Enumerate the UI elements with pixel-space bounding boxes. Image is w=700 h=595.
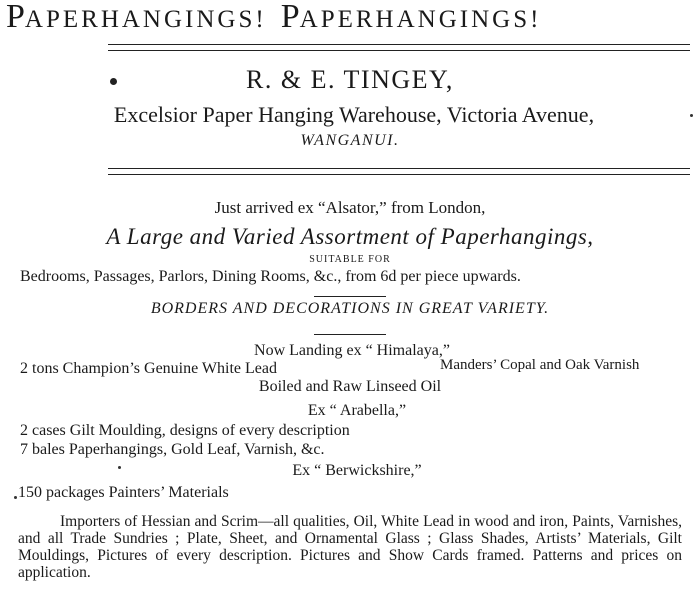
rooms-line: Bedrooms, Passages, Parlors, Dining Rooms, &c., from 6d per piece upwards. (20, 268, 521, 285)
varnish-item: Manders’ Copal and Oak Varnish (440, 357, 640, 373)
linseed-oil-item: Boiled and Raw Linseed Oil (258, 378, 442, 395)
suitable-for-label: SUITABLE FOR (309, 254, 391, 265)
print-speck (690, 114, 693, 117)
headline-word-1: APERHANGINGS! (24, 6, 267, 33)
firm-name: R. & E. TINGEY, (246, 65, 454, 94)
headline (6, 0, 541, 37)
assortment-heading: A Large and Varied Assortment of Paperhangings, (106, 224, 594, 249)
short-rule-1 (314, 296, 386, 297)
firm-business-address: Excelsior Paper Hanging Warehouse, Victoria Avenue, (113, 102, 595, 127)
print-speck (14, 496, 17, 499)
headline-word-2: APERHANGINGS! (299, 6, 542, 33)
short-rule-2 (314, 334, 386, 335)
double-rule-middle (108, 168, 690, 175)
print-speck (118, 466, 121, 469)
headline-initial-2: P (280, 0, 300, 35)
painters-materials-item: 150 packages Painters’ Materials (18, 484, 229, 501)
paperhangings-item: 7 bales Paperhangings, Gold Leaf, Varnish, &c. (20, 441, 325, 458)
gilt-moulding-item: 2 cases Gilt Moulding, designs of every description (20, 422, 350, 439)
headline-initial-1: P (6, 0, 25, 35)
double-rule-top (108, 44, 690, 51)
white-lead-item: 2 tons Champion’s Genuine White Lead (20, 360, 277, 377)
borders-heading: BORDERS AND DECORATIONS IN GREAT VARIETY. (150, 300, 550, 317)
arabella-line: Ex “ Arabella,” (307, 402, 407, 419)
berwickshire-line: Ex “ Berwickshire,” (292, 462, 422, 479)
firm-town: WANGANUI. (300, 132, 400, 149)
landing-line: Now Landing ex “ Himalaya,” (254, 342, 450, 359)
arrival-line: Just arrived ex “Alsator,” from London, (214, 198, 486, 217)
importers-paragraph: Importers of Hessian and Scrim—all qualities, Oil, White Lead in wood and iron, Paints, Varnishes, and all Trade Sundries ; Plate, Sheet, and Ornamental Glass ; Glass Shades, Artists’ Materials, Gilt Mouldings, Pictures of every description. Pictures and Show Cards framed. Patterns and prices on application. (18, 513, 682, 581)
